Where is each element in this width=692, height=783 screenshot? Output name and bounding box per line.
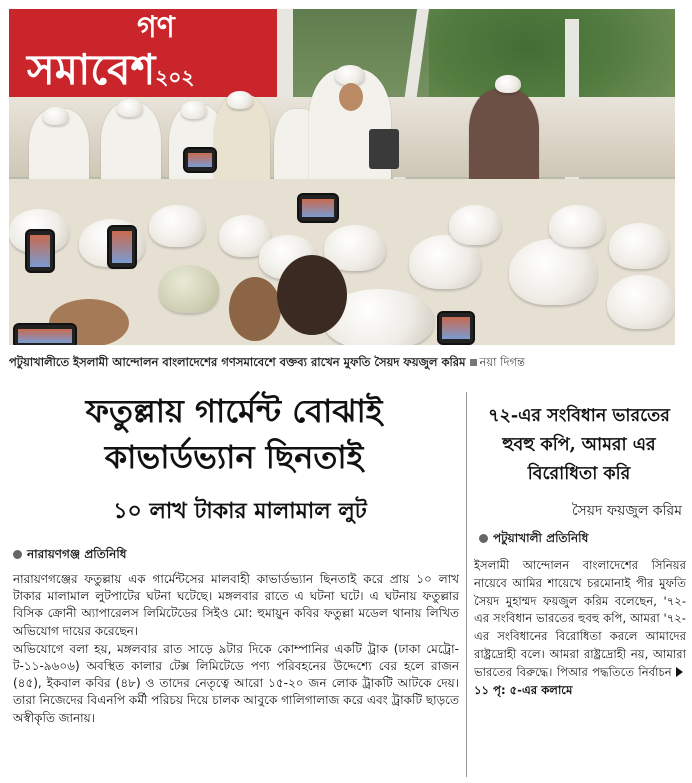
- prayer-cap: [117, 99, 143, 117]
- side-byline-text: পটুয়াখালী প্রতিনিধি: [493, 531, 589, 545]
- prayer-cap: [449, 205, 501, 245]
- side-speaker-name: সৈয়দ ফয়জুল করিম: [571, 503, 682, 519]
- banner-year: ২০২: [155, 65, 195, 89]
- main-byline-text: নারায়ণগঞ্জ প্রতিনিধি: [27, 547, 127, 561]
- side-headline-line2: হুবহু কপি, আমরা এর: [502, 435, 656, 455]
- banner-word: সমাবেশ: [27, 45, 156, 94]
- prayer-cap: [549, 205, 605, 247]
- photo-credit: নয়া দিগন্ত: [479, 355, 525, 369]
- phone-screen: [18, 329, 72, 343]
- column-divider: [466, 392, 467, 777]
- prayer-cap: [607, 275, 675, 329]
- article-paragraph: অভিযোগে বলা হয়, মঙ্গলবার রাত সাড়ে ৯টার দিকে কোম্পানির একটি ট্রাক (ঢাকা মেট্রো-ট-১১-৯৬০৬) অবস্থিত কালার টেক্স লিমিটেডে পণ্য পরিবহনের উদ্দেশ্যে বের হলে রাজন (৪৫), ইকবাল কবির (৪৮) ও তাদের নেতৃত্বে আরো ১৫-২০ জন লোক ট্রাকটি আটকে দেয়। তারা নিজেদের বিএনপি কর্মী পরিচয় দিয়ে চালক আবুকে গালিগালাজ করে এবং ট্রাকটি ছাড়তে অস্বীকৃতি জানায়।: [13, 641, 459, 725]
- article-paragraph: নারায়ণগঞ্জের ফতুল্লায় এক গার্মেন্টসের মালবাহী কাভার্ডভ্যান ছিনতাই করে প্রায় ১০ লাখ টাকার মালামাল লুটপাটের ঘটনা ঘটেছে। মঙ্গলবার রাতে এ ঘটনা ঘটে। এ ঘটনায় ফতুল্লার বিসিক ক্রোনী অ্যাপারেলস লিমিটেডের সিইও মো: হুমায়ুন কবির ফতুল্লা মডেল থানায় লিখিত অভিযোগ দায়ের করেছেন।: [13, 572, 459, 638]
- phone-screen: [30, 235, 50, 267]
- phone-screen: [188, 153, 212, 167]
- stage-person: [469, 89, 539, 189]
- crowd-head: [277, 255, 347, 335]
- prayer-cap: [227, 91, 253, 109]
- crowd-head: [229, 277, 281, 341]
- prayer-cap: [495, 75, 521, 93]
- prayer-cap: [149, 205, 205, 247]
- bullet-dot-icon: [13, 550, 22, 559]
- phone-icon: [439, 313, 473, 343]
- square-bullet-icon: [470, 359, 477, 366]
- phone-screen: [442, 317, 470, 339]
- headline-line1: ফতুল্লায় গার্মেন্ট বোঝাই: [85, 392, 383, 430]
- phone-icon: [299, 195, 337, 221]
- side-headline-line1: ৭২-এর সংবিধান ভারতের: [488, 406, 670, 426]
- phone-icon: [15, 325, 75, 345]
- triangle-right-icon: [676, 667, 683, 677]
- main-article-body: [13, 571, 459, 728]
- prayer-cap: [43, 107, 69, 125]
- side-headline-line3: বিরোধিতা করি: [527, 464, 631, 484]
- phone-icon: [185, 149, 215, 171]
- prayer-cap: [509, 239, 597, 305]
- continued-text: ১১ পৃ: ৫-এর কলামে: [474, 682, 573, 697]
- phone-icon: [27, 231, 53, 271]
- prayer-cap: [159, 265, 219, 313]
- phone-icon: [109, 227, 135, 267]
- phone-screen: [112, 231, 132, 263]
- banner-text: [27, 11, 277, 102]
- side-headline: [474, 402, 684, 489]
- prayer-cap: [609, 223, 669, 269]
- speaker-face: [339, 83, 363, 111]
- main-byline: [13, 546, 127, 566]
- main-headline: [18, 388, 450, 480]
- phone-screen: [302, 199, 334, 217]
- speaker-cap: [335, 65, 365, 85]
- side-article-paragraph: [474, 557, 686, 699]
- bullet-dot-icon: [479, 534, 488, 543]
- news-photo: [9, 9, 675, 345]
- side-article-body: [474, 557, 686, 699]
- prayer-cap: [181, 101, 207, 119]
- side-article-text: ইসলামী আন্দোলন বাংলাদেশের সিনিয়র নায়েবে আমির শায়েখে চরমোনাই পীর মুফতি সৈয়দ মুহাম্মদ ফয়জুল করিম বলেছেন, '৭২-এর সংবিধান ভারতের হুবহু কপি, আমরা '৭২-এর সংবিধানের বিরোধিতা করলে আমাদের রাষ্ট্রদ্রোহী বলে। আমরা রাষ্ট্রদ্রোহী নয়, আমারা ভারতের বিরুদ্ধে। পিআর পদ্ধতিতে নির্বাচন: [474, 558, 686, 679]
- caption-text: পটুয়াখালীতে ইসলামী আন্দোলন বাংলাদেশের গণসমাবেশে বক্তব্য রাখেন মুফতি সৈয়দ ফয়জুল করিম: [9, 355, 466, 369]
- headline-line2: কাভার্ডভ্যান ছিনতাই: [104, 438, 364, 476]
- microphone-stand: [369, 129, 399, 169]
- side-byline: [479, 530, 588, 550]
- banner-line1: গণ: [137, 10, 175, 45]
- photo-caption: [9, 354, 675, 373]
- main-subheadline: ১০ লাখ টাকার মালামাল লুট: [113, 499, 367, 524]
